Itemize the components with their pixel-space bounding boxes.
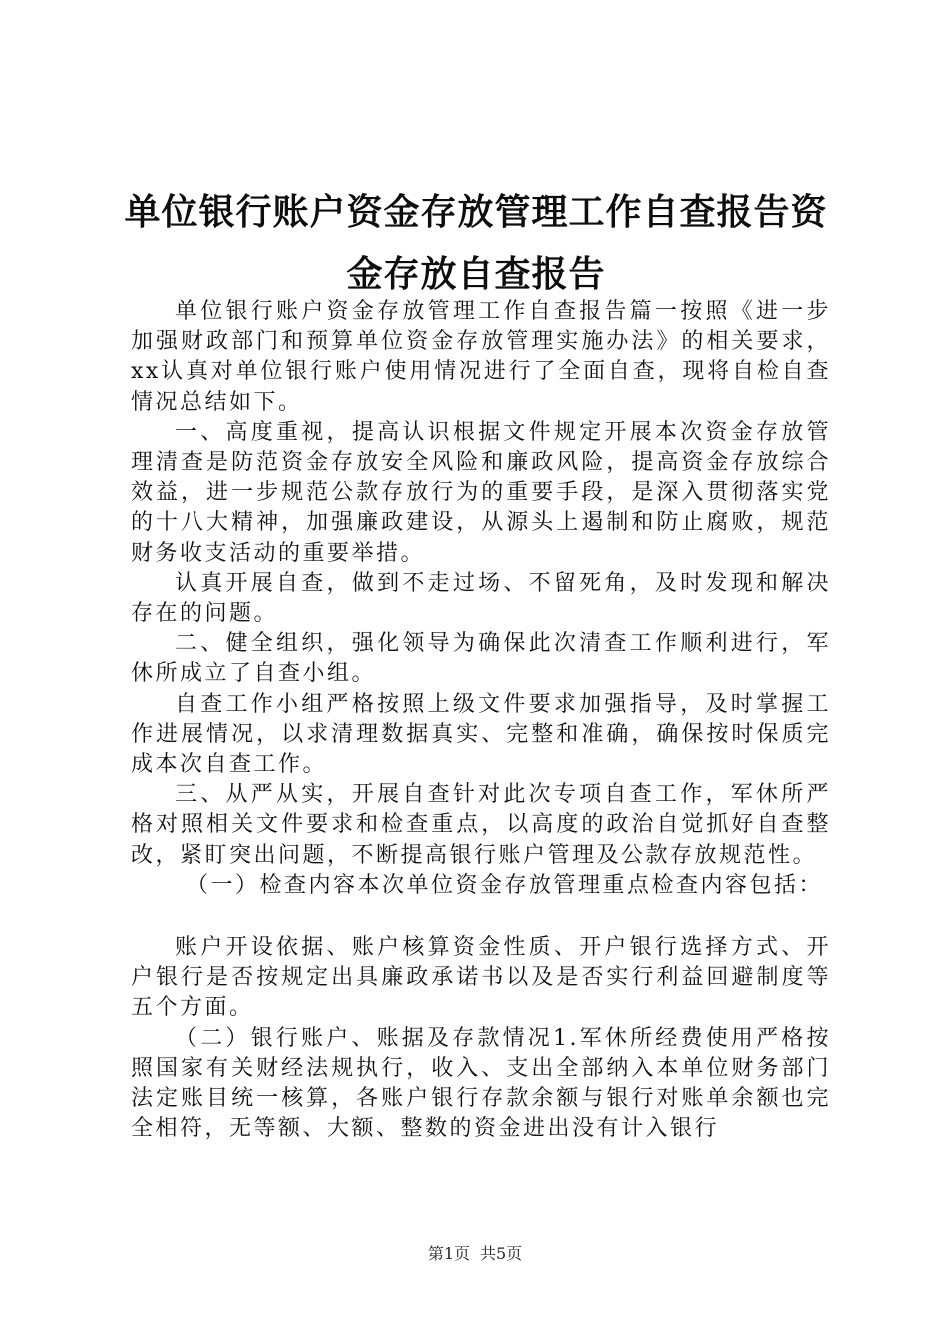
- page-number: 第1页: [427, 1244, 470, 1263]
- paragraph-self-check: 认真开展自查，做到不走过场、不留死角，及时发现和解决存在的问题。: [131, 570, 831, 627]
- page-total: 共5页: [480, 1244, 523, 1263]
- page-footer: [0, 1244, 950, 1264]
- paragraph-intro: 单位银行账户资金存放管理工作自查报告篇一按照《进一步加强财政部门和预算单位资金存放管理实施办法》的相关要求，xx认真对单位银行账户使用情况进行了全面自查，现将自检自查情况总结如下。: [131, 299, 831, 415]
- paragraph-check-items: 账户开设依据、账户核算资金性质、开户银行选择方式、开户银行是否按规定出具廉政承诺书以及是否实行利益回避制度等五个方面。: [131, 935, 831, 1021]
- document-title: 单位银行账户资金存放管理工作自查报告资金存放自查报告: [124, 192, 828, 296]
- document-body: [131, 297, 831, 1144]
- paragraph-section-1: 一、高度重视，提高认识根据文件规定开展本次资金存放管理清查是防范资金存放安全风险和廉政风险，提高资金存放综合效益，进一步规范公款存放行为的重要手段，是深入贯彻落实党的十八大精神，加强廉政建设，从源头上遏制和防止腐败，规范财务收支活动的重要举措。: [131, 419, 831, 566]
- paragraph-section-3: 三、从严从实，开展自查针对此次专项自查工作，军休所严格对照相关文件要求和检查重点，以高度的政治自觉抓好自查整改，紧盯突出问题，不断提高银行账户管理及公款存放规范性。: [131, 782, 831, 868]
- paragraph-subsection-2: （二）银行账户、账据及存款情况1.军休所经费使用严格按照国家有关财经法规执行，收入、支出全部纳入本单位财务部门法定账目统一核算，各账户银行存款余额与银行对账单余额也完全相符，无等额、大额、整数的资金进出没有计入银行: [131, 1025, 831, 1142]
- paragraph-section-2: 二、健全组织，强化领导为确保此次清查工作顺利进行，军休所成立了自查小组。: [131, 631, 831, 687]
- paragraph-subsection-1: （一）检查内容本次单位资金存放管理重点检查内容包括：: [186, 872, 824, 898]
- paragraph-team-guidance: 自查工作小组严格按照上级文件要求加强指导，及时掌握工作进展情况，以求清理数据真实、完整和准确，确保按时保质完成本次自查工作。: [131, 691, 831, 778]
